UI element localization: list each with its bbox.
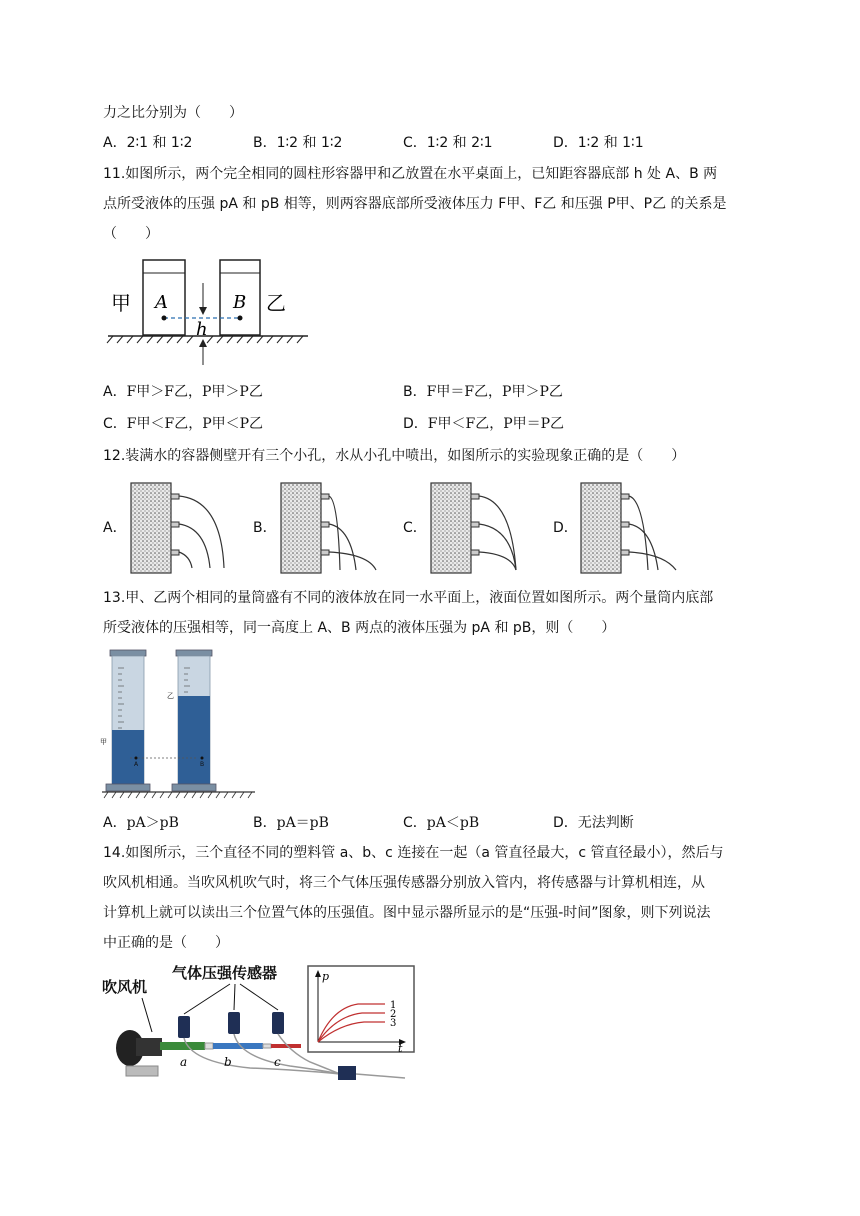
label-tube-c: c [274,1055,281,1069]
q11-option-d-text: F甲＜F乙，P甲＝P乙 [427,416,565,432]
label-yi: 乙 [266,291,286,315]
q10-option-d: D．1∶2 和 1∶1 [553,135,644,151]
q12-figure-d [576,480,686,578]
q12-figure-b [276,480,386,578]
point-b [238,316,243,321]
q11-stem-line2: 点所受液体的压强 pA 和 pB 相等，则两容器底部所受液体压力 F甲、F乙 和压强 P甲、P乙 的关系是 [103,196,727,212]
q12-option-b: B． [253,520,277,536]
label-blower: 吹风机 [102,978,148,996]
q11-stem-line1: 11.如图所示，两个完全相同的圆柱形容器甲和乙放置在水平桌面上，已知距容器底部 h 处 A、B 两 [103,166,718,182]
liquid-jia [112,730,144,784]
q10-option-a: A．2∶1 和 1∶2 [103,135,193,151]
q13-option-d-text: 无法判断 [577,815,634,831]
q13-option-d-letter: D． [553,815,578,831]
q13-stem-line2: 所受液体的压强相等，同一高度上 A、B 两点的液体压强为 pA 和 pB，则（ ） [103,620,616,636]
q11-option-c-text: F甲＜F乙，P甲＜P乙 [126,416,264,432]
point-b [201,757,204,760]
q11-option-d-letter: D． [403,416,428,432]
q13-figure [100,648,260,803]
q14-figure [100,962,420,1090]
label-h: h [196,319,208,340]
q12-option-c: C． [403,520,427,536]
q14-stem-line4: 中正确的是（ ） [103,935,229,951]
label-tube-a: a [180,1055,188,1069]
q14-stem-line2: 吹风机相通。当吹风机吹气时，将三个气体压强传感器分别放入管内，将传感器与计算机相连，从 [103,875,705,891]
q11-option-c-letter: C． [103,416,127,432]
label-b: B [200,761,205,768]
q13-option-b [253,813,329,833]
q11-option-a-letter: A． [103,384,127,400]
q13-option-a-text: pA＞pB [126,815,179,831]
liquid-yi [178,696,210,784]
axis-p-label: p [322,970,330,983]
sensor-b [228,1012,240,1034]
q12-stem-line1: 12.装满水的容器侧壁开有三个小孔，水从小孔中喷出，如图所示的实验现象正确的是（ ） [103,448,686,464]
q13-option-c-text: pA＜pB [426,815,480,831]
q12-figure-c [426,480,536,578]
curve-label-1: 1 [390,1000,397,1011]
q13-option-b-letter: B． [253,815,277,831]
label-jia: 甲 [111,291,131,315]
q14-stem-line1: 14.如图所示，三个直径不同的塑料管 a、b、c 连接在一起（a 管直径最大，c 管直径最小），然后与 [103,845,724,861]
q11-stem-line3: （ ） [103,226,159,242]
q11-option-a [103,382,263,402]
q13-option-a [103,813,179,833]
q13-option-a-letter: A． [103,815,127,831]
q11-option-b-letter: B． [403,384,427,400]
q11-option-b [403,382,563,402]
label-a: A [155,292,168,313]
q13-option-c [403,813,479,833]
q13-option-b-text: pA＝pB [276,815,329,831]
q12-option-d: D． [553,520,578,536]
label-jia: 甲 [100,738,107,746]
q10-stem-tail: 力之比分别为（ ） [103,105,243,121]
sensor-a [178,1016,190,1038]
q12-option-a: A． [103,520,127,536]
label-b: B [233,292,247,313]
q11-option-d [403,414,564,434]
label-sensor: 气体压强传感器 [172,964,278,982]
label-yi: 乙 [167,692,174,700]
q13-option-c-letter: C． [403,815,427,831]
q12-figure-a [126,480,236,578]
tube-a [160,1042,205,1050]
label-a: A [134,761,139,768]
q10-option-b: B．1∶2 和 1∶2 [253,135,343,151]
point-a [162,316,167,321]
q11-option-c [103,414,263,434]
q14-stem-line3: 计算机上就可以读出三个位置气体的压强值。图中显示器所显示的是“压强-时间”图象，则下列说法 [103,905,711,921]
q11-option-a-text: F甲＞F乙，P甲＞P乙 [126,384,263,400]
curve-label-3: 3 [390,1018,397,1029]
q13-stem-line1: 13.甲、乙两个相同的量筒盛有不同的液体放在同一水平面上，液面位置如图所示。两个量筒内底部 [103,590,714,606]
point-a [135,757,138,760]
q11-option-b-text: F甲＝F乙，P甲＞P乙 [426,384,563,400]
interface-box [338,1066,356,1080]
sensor-c [272,1012,284,1034]
q11-figure [103,255,313,370]
axis-t-label: t [398,1042,403,1055]
q10-option-c: C．1∶2 和 2∶1 [403,135,493,151]
curve-label-2: 2 [390,1009,397,1020]
q13-option-d [553,813,634,833]
label-tube-b: b [224,1055,232,1069]
